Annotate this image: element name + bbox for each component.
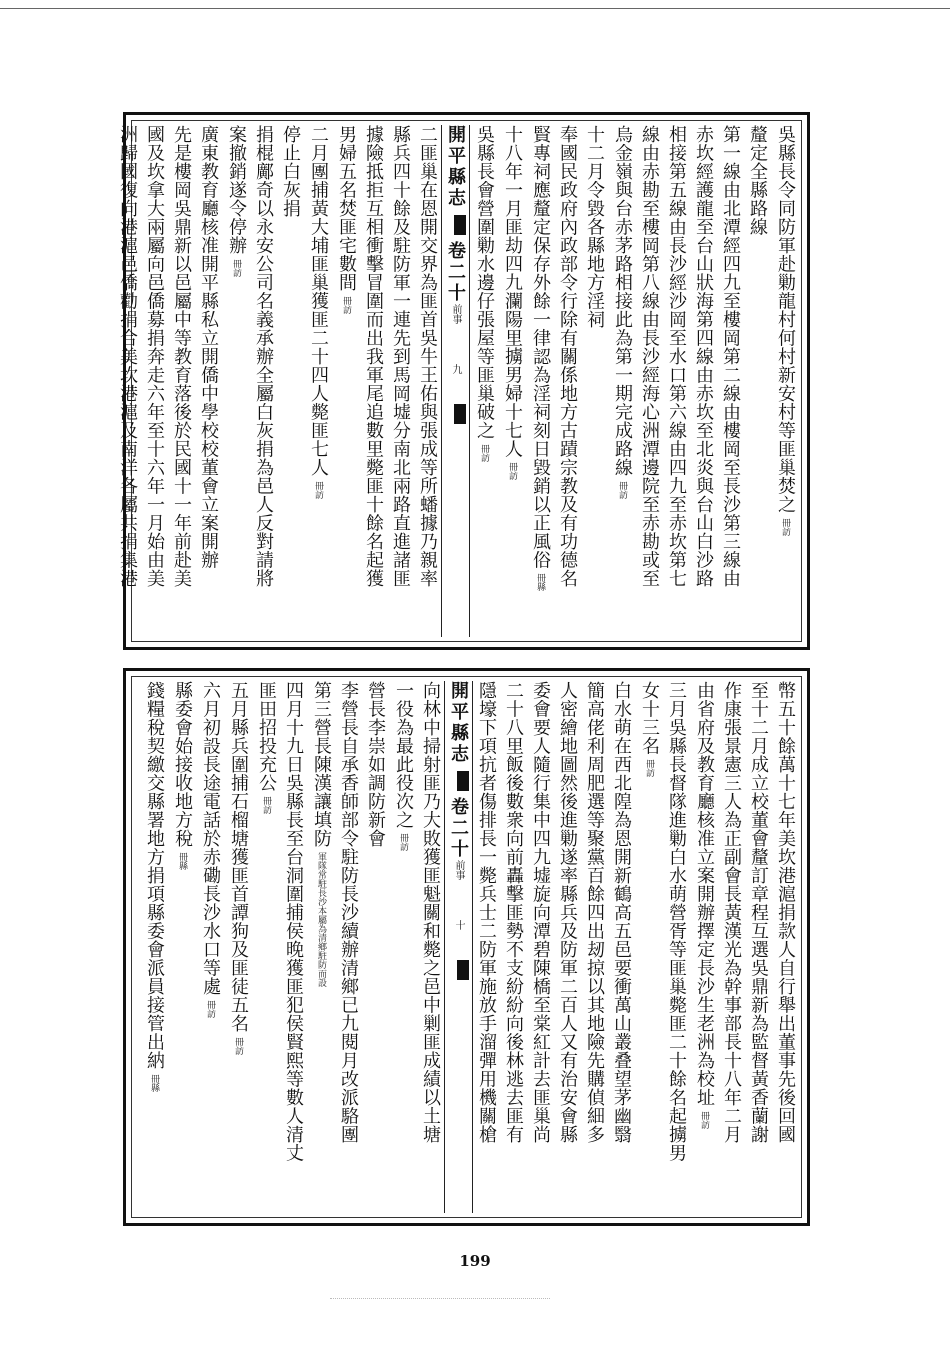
column-text: 由省府及教育廳核准立案開辦擇定長沙生老洲為校址	[694, 681, 715, 1107]
text-column	[360, 125, 387, 637]
fishtail-mark	[457, 960, 469, 980]
column-text: 幣五十餘萬十七年美坎港滬捐款人自行舉出董事先後回國	[775, 681, 796, 1144]
text-column	[250, 125, 277, 637]
text-column	[335, 681, 362, 1213]
text-column	[114, 125, 141, 637]
page-number: 199	[459, 1252, 491, 1270]
column-text: 吳縣長令同防軍赴勦龍村何村新安村等匪巢焚之	[775, 125, 796, 514]
panel-border-bottom	[131, 676, 802, 1218]
text-column	[168, 681, 196, 1213]
text-column	[498, 125, 526, 637]
column-text: 釐定全縣路線	[747, 125, 768, 236]
source-note: 冊訪	[313, 480, 323, 499]
running-header	[441, 125, 470, 637]
column-text: 匪田招投充公	[256, 681, 277, 792]
text-column	[526, 125, 554, 637]
panel-border-top	[117, 120, 802, 642]
column-text: 作康張景憲三人為正副會長黃漢光為幹事部長十八年二月	[721, 681, 742, 1144]
column-text: 女十三名	[639, 681, 660, 755]
book-title: 開平縣志	[445, 125, 466, 209]
volume-label: 卷二十	[448, 797, 469, 860]
text-column	[527, 681, 554, 1213]
source-note: 冊訪	[398, 833, 408, 851]
text-column	[280, 681, 307, 1213]
column-text: 洲歸國復向港滬邑僑勸捐合美坎港滬及南洋各屬共捐集港	[117, 125, 138, 588]
folio-number: 十	[453, 920, 464, 930]
text-column	[332, 125, 360, 637]
column-text: 三月吳縣長督隊進勦白水萌營胥等匪巢斃匪二十餘名起擄男	[666, 681, 687, 1162]
text-column	[608, 125, 636, 637]
text-column	[473, 681, 500, 1213]
column-text: 廣東教育廳核准開平縣私立開僑中學校校董會立案開辦	[198, 125, 219, 569]
column-text: 奉國民政府內政部令行除有關係地方古蹟宗教及有功德名	[557, 125, 578, 588]
column-text: 據險抵拒互相衝擊冒圍而出我軍尾追數里斃匪十餘名起獲	[363, 125, 384, 588]
column-text: 捐棍鄺奇以永安公司名義承辦全屬白灰捐為邑人反對請將	[253, 125, 274, 588]
text-columns-bottom	[132, 677, 801, 1217]
book-title: 開平縣志	[448, 681, 469, 765]
column-text: 營長李崇如調防新會	[365, 681, 386, 848]
source-note: 冊訪	[479, 443, 489, 462]
source-note: 軍隊常駐長沙本屬為清鄉駐防而設	[316, 851, 326, 987]
column-text: 隱壕下項抗者傷排長一斃兵士二防軍施放手溜彈用機關槍	[476, 681, 497, 1144]
text-column	[195, 125, 222, 637]
source-note: 冊訪	[780, 517, 790, 536]
column-text: 向林中掃射匪乃大敗獲匪魁關和斃之邑中剿匪成績以土塘	[420, 681, 441, 1144]
text-column	[277, 125, 304, 637]
column-text: 縣兵四十餘及駐防軍一連先到馬岡墟分南北兩路直進諸匪	[390, 125, 411, 588]
text-column	[417, 681, 444, 1213]
text-column	[307, 681, 335, 1213]
fishtail-mark	[457, 771, 469, 791]
text-column	[554, 681, 581, 1213]
text-column	[636, 125, 663, 637]
source-note: 冊訪	[231, 258, 241, 277]
column-text: 吳縣長會營圍勦水邊仔張屋等匪巢破之	[474, 125, 495, 440]
text-column	[141, 125, 168, 637]
column-text: 人密繪地圖然後進勦遂率縣兵及防軍二百人又有治安會縣	[557, 681, 578, 1144]
source-note: 冊訪	[233, 1036, 243, 1055]
fishtail-mark	[454, 404, 466, 424]
text-column	[581, 681, 608, 1213]
source-note: 冊訪	[699, 1110, 709, 1129]
text-column	[772, 681, 799, 1213]
column-text: 第三營長陳漢讓填防	[311, 681, 332, 848]
column-text: 縣委會始接收地方稅	[172, 681, 193, 848]
column-text: 四月十九日吳縣長至台洞圍捕侯晚獲匪犯侯賢熙等數人清丈	[283, 681, 304, 1162]
column-text: 賢專祠應釐定保存外餘一律認為淫祠刻日毀銷以正風俗	[530, 125, 551, 569]
source-note: 冊縣	[149, 1073, 159, 1092]
column-text: 白水萌在西北隍為恩開新鶴高五邑要衝萬山叢叠望茅幽翳	[611, 681, 632, 1144]
text-column	[663, 681, 690, 1213]
text-column	[581, 125, 608, 637]
column-text: 男婦五名焚匪宅數間	[336, 125, 357, 292]
column-text: 一役為最此役次之	[393, 681, 414, 829]
text-column	[168, 125, 195, 637]
source-note: 冊訪	[341, 295, 351, 314]
text-column	[635, 681, 663, 1213]
column-text: 先是樓岡吳鼎新以邑屬中等教育落後於民國十一年前赴美	[171, 125, 192, 588]
column-text: 二匪巢在恩開交界為匪首吳牛王佑與張成等所蟠據乃親率	[417, 125, 438, 588]
column-text: 烏金嶺與台赤茅路相接此為第一期完成路線	[612, 125, 633, 477]
section-label: 前事	[450, 304, 461, 324]
text-columns-top	[117, 121, 801, 641]
volume-label: 卷二十	[445, 241, 466, 304]
text-column	[500, 681, 527, 1213]
text-column	[196, 681, 224, 1213]
column-text: 至十二月成立校董會釐訂章程互選吳鼎新為監督黃香蘭謝	[748, 681, 769, 1144]
column-text: 六月初設長途電話於赤磡長沙水口等處	[200, 681, 221, 996]
text-column	[690, 125, 717, 637]
text-column	[608, 681, 635, 1213]
column-text: 簡高佬利周肥選等聚黨百餘四出刼掠以其地險先購偵細多	[584, 681, 605, 1144]
column-text: 線由赤勘至樓岡第八線由長沙經海心洲潭邊院至赤勘或至	[639, 125, 660, 588]
source-note: 冊訪	[507, 462, 517, 480]
column-text: 相接第五線由長沙經沙岡至水口第六線由四九至赤坎第七	[666, 125, 687, 588]
running-header	[444, 681, 473, 1213]
section-label: 前事	[453, 860, 464, 880]
column-text: 二十八里飯後數衆向前轟擊匪勢不支紛紛向後林逃去匪有	[503, 681, 524, 1144]
text-column	[744, 125, 771, 637]
text-column	[252, 681, 280, 1213]
column-text: 十八年一月匪劫四九瀾陽里擄男婦十七人	[502, 125, 523, 458]
column-text: 赤坎經護龍至台山狀海第四線由赤坎至北炎與台山白沙路	[693, 125, 714, 588]
column-text: 五月縣兵圍捕石榴塘獲匪首譚狗及匪徒五名	[228, 681, 249, 1033]
text-column	[362, 681, 389, 1213]
text-column	[663, 125, 690, 637]
column-text: 停止白灰捐	[280, 125, 301, 218]
page-panel-bottom	[123, 668, 810, 1226]
column-text: 錢糧稅契繳交縣署地方捐項縣委會派員接管出納	[144, 681, 165, 1070]
text-column	[717, 125, 744, 637]
text-column	[718, 681, 745, 1213]
source-note: 冊訪	[261, 796, 271, 814]
column-text: 二月團捕黃大埔匪巢獲匪二十四人斃匪七人	[308, 125, 329, 477]
text-column	[690, 681, 718, 1213]
folio-number: 九	[450, 364, 461, 374]
source-note: 冊縣	[177, 851, 187, 870]
text-column	[304, 125, 332, 637]
text-column	[771, 125, 799, 637]
column-text: 委會要人隨行集中四九墟旋向潭碧陳橋至棠紅計去匪巢尚	[530, 681, 551, 1144]
scan-artifact-line	[330, 1298, 550, 1300]
top-rule	[0, 8, 950, 9]
column-text: 案撤銷遂令停辦	[226, 125, 247, 255]
source-note: 冊訪	[644, 759, 654, 777]
text-column	[745, 681, 772, 1213]
page-panel-top	[117, 112, 810, 650]
text-column	[222, 125, 250, 637]
text-column	[554, 125, 581, 637]
text-column	[414, 125, 441, 637]
column-text: 十二月令毀各縣地方淫祠	[584, 125, 605, 329]
text-column	[470, 125, 498, 637]
column-text: 國及坎拿大兩屬向邑僑募捐奔走六年至十六年一月始由美	[144, 125, 165, 588]
text-column	[140, 681, 168, 1213]
source-note: 冊縣	[535, 573, 545, 591]
fishtail-mark	[454, 215, 466, 235]
column-text: 李營長自承香師部令駐防長沙續辦清鄉已九閱月改派駱團	[338, 681, 359, 1144]
text-column	[224, 681, 252, 1213]
column-text: 第一線由北潭經四九至樓岡第二線由樓岡至長沙第三線由	[720, 125, 741, 588]
source-note: 冊訪	[617, 480, 627, 499]
text-column	[389, 681, 417, 1213]
source-note: 冊訪	[205, 999, 215, 1018]
text-column	[387, 125, 414, 637]
